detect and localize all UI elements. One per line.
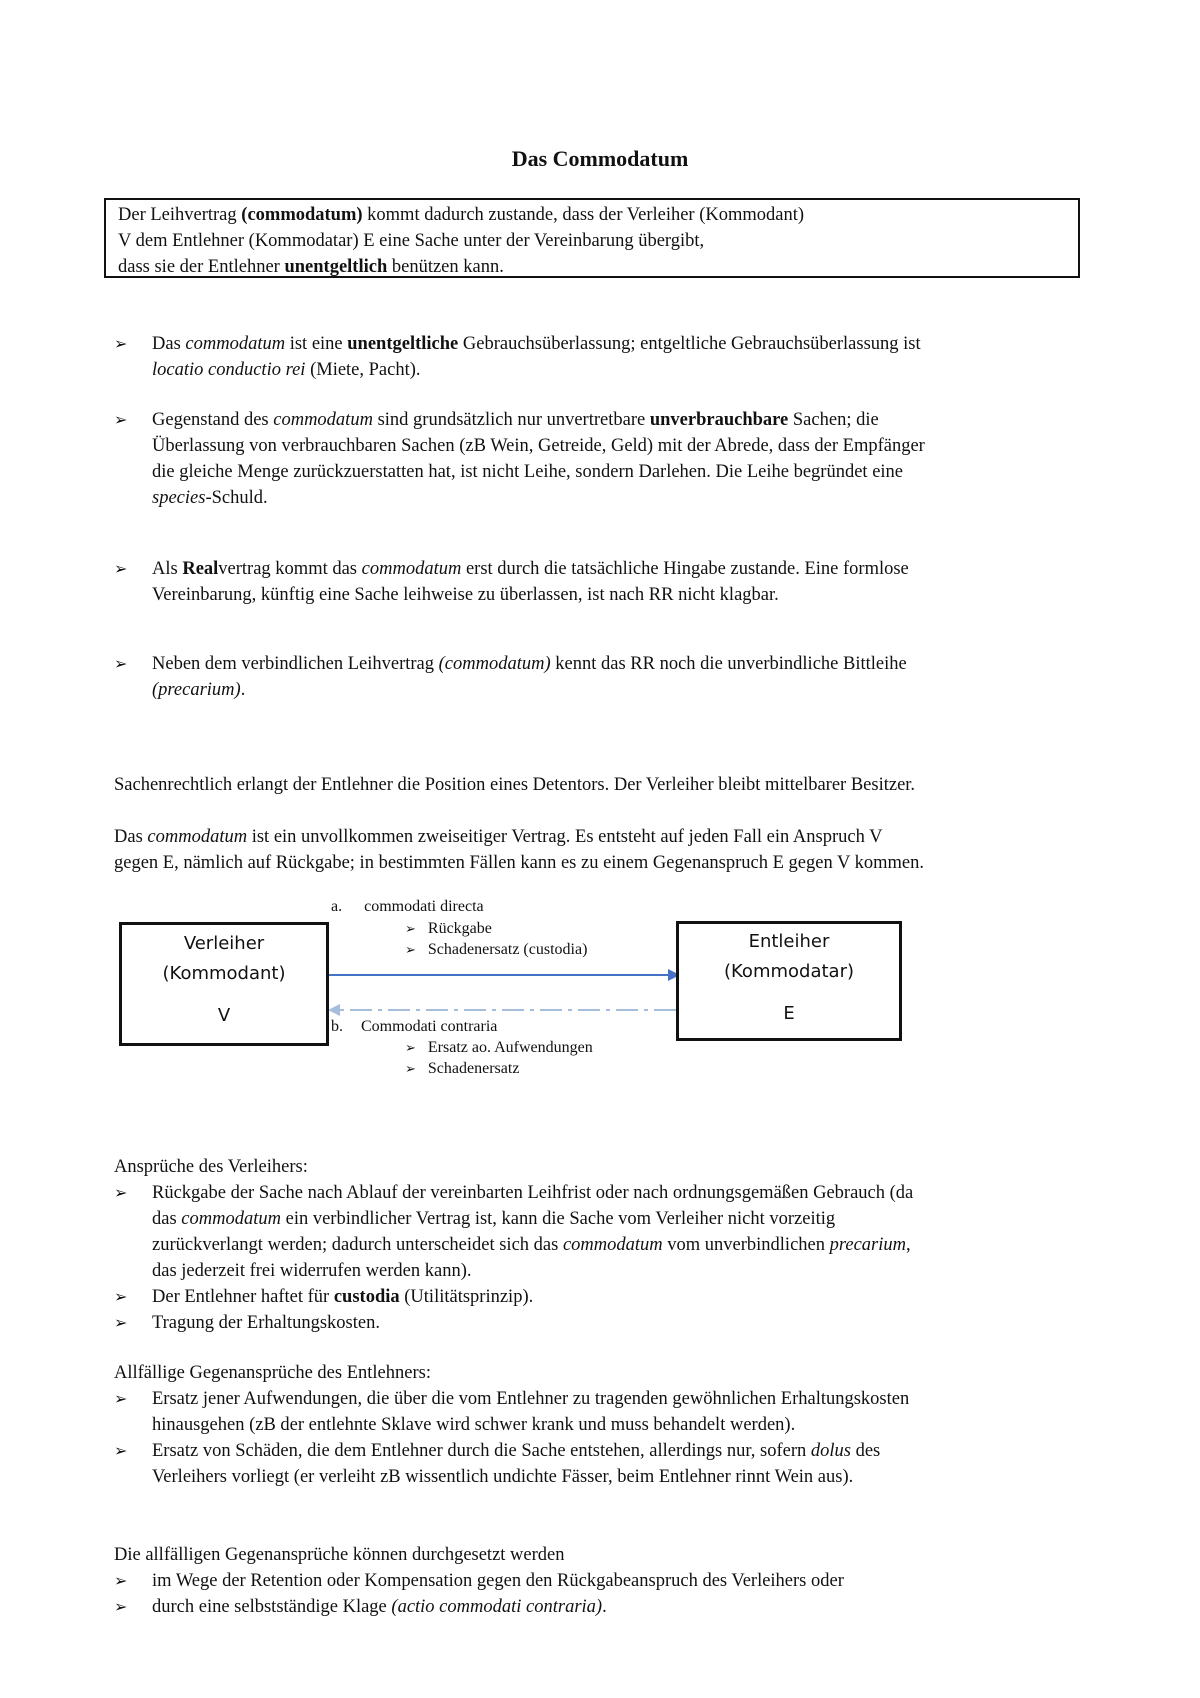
- arrow-bullet-icon: ➢: [114, 1287, 128, 1306]
- contrary-claim-item: ➢ Ersatz ao. Aufwendungen: [405, 1039, 593, 1056]
- arrow-bullet-icon: ➢: [114, 1571, 128, 1590]
- arrow-bullet-icon: ➢: [114, 1389, 128, 1408]
- arrow-bullet-icon: ➢: [405, 922, 416, 937]
- section-heading-enforcement: Die allfälligen Gegenansprüche können durchgesetzt werden: [114, 1545, 565, 1565]
- definition-line-2: V dem Entlehner (Kommodatar) E eine Sache unter der Vereinbarung übergibt,: [118, 231, 705, 251]
- arrow-bullet-icon: ➢: [405, 943, 416, 958]
- contrary-claims-label: b. Commodati contraria: [331, 1018, 498, 1035]
- list-item: ➢ Neben dem verbindlichen Leihvertrag (commodatum) kennt das RR noch die unverbindliche Bittleihe (precarium).: [114, 651, 1094, 703]
- definition-box: [104, 198, 1080, 278]
- arrow-bullet-icon: ➢: [114, 559, 128, 578]
- direct-claim-item: ➢ Schadenersatz (custodia): [405, 941, 588, 958]
- arrow-bullet-icon: ➢: [114, 1441, 128, 1460]
- list-item: ➢ Ersatz von Schäden, die dem Entlehner durch die Sache entstehen, allerdings nur, sofern dolus des Verleihers vorliegt (er verleiht zB wissentlich undichte Fässer, beim Entlehner rinnt Wein aus).: [114, 1438, 1094, 1490]
- arrow-bullet-icon: ➢: [114, 1597, 128, 1616]
- direct-claim-item: ➢ Rückgabe: [405, 920, 492, 937]
- arrow-bullet-icon: ➢: [405, 1041, 416, 1056]
- direct-claims-label: a. commodati directa: [331, 898, 484, 915]
- arrow-bullet-icon: ➢: [114, 1313, 128, 1332]
- arrow-bullet-icon: ➢: [114, 654, 128, 673]
- contrary-claim-item: ➢ Schadenersatz: [405, 1060, 520, 1077]
- list-item: ➢ Gegenstand des commodatum sind grundsätzlich nur unvertretbare unverbrauchbare Sachen; die Überlassung von verbrauchbaren Sachen (zB Wein, Getreide, Geld) mit der Abrede, dass der Empfänger die gleiche Menge zurückzuerstatten hat, ist nicht Leihe, sondern Darlehen. Die Leihe begründet eine species-Schuld.: [114, 407, 1094, 511]
- arrow-bullet-icon: ➢: [114, 334, 128, 353]
- list-item: ➢ im Wege der Retention oder Kompensation gegen den Rückgabeanspruch des Verleihers oder: [114, 1568, 1094, 1594]
- arrow-bullet-icon: ➢: [114, 1183, 128, 1202]
- borrower-box: Entleiher (Kommodatar) E: [676, 921, 902, 1041]
- page-title: Das Commodatum: [511, 146, 689, 171]
- list-item: ➢ Ersatz jener Aufwendungen, die über die vom Entlehner zu tragenden gewöhnlichen Erhaltungskosten hinausgehen (zB der entlehnte Sklave wird schwer krank und muss behandelt werden).: [114, 1386, 1094, 1438]
- claims-diagram: [0, 895, 1200, 1085]
- paragraph-contract-type: Das commodatum ist ein unvollkommen zweiseitiger Vertrag. Es entsteht auf jeden Fall ein Anspruch V gegen E, nämlich auf Rückgabe; in bestimmten Fällen kann es zu einem Gegenanspruch E gegen V kommen.: [114, 827, 925, 873]
- contrary-claim-arrowhead: [328, 1004, 340, 1016]
- paragraph-possession: Sachenrechtlich erlangt der Entlehner die Position eines Detentors. Der Verleiher bleibt mittelbarer Besitzer.: [114, 775, 916, 795]
- definition-line-3: dass sie der Entlehner unentgeltlich benützen kann.: [118, 257, 504, 277]
- list-item: ➢ Rückgabe der Sache nach Ablauf der vereinbarten Leihfrist oder nach ordnungsgemäßen Gebrauch (da das commodatum ein verbindlicher Vertrag ist, kann die Sache vom Verleiher nicht vorzeitig zurückverlangt werden; dadurch unterscheidet sich das commodatum vom unverbindlichen precarium, das jederzeit frei widerrufen werden kann).: [114, 1180, 1094, 1284]
- list-item: ➢ Als Realvertrag kommt das commodatum erst durch die tatsächliche Hingabe zustande. Eine formlose Vereinbarung, künftig eine Sache leihweise zu überlassen, ist nach RR nicht klagbar.: [114, 556, 1094, 608]
- list-item: ➢ Das commodatum ist eine unentgeltliche Gebrauchsüberlassung; entgeltliche Gebrauchsüberlassung ist locatio conductio rei (Miete, Pacht).: [114, 331, 1094, 383]
- list-item: ➢ Tragung der Erhaltungskosten.: [114, 1310, 1094, 1336]
- definition-line-1: Der Leihvertrag (commodatum) kommt dadurch zustande, dass der Verleiher (Kommodant): [118, 205, 805, 225]
- list-item: ➢ Der Entlehner haftet für custodia (Utilitätsprinzip).: [114, 1284, 1094, 1310]
- list-item: ➢ durch eine selbstständige Klage (actio commodati contraria).: [114, 1594, 1094, 1620]
- section-heading-borrower: Allfällige Gegenansprüche des Entlehners:: [114, 1363, 431, 1383]
- section-heading-lender: Ansprüche des Verleihers:: [114, 1157, 308, 1177]
- lender-box: Verleiher (Kommodant) V: [119, 922, 329, 1046]
- arrow-bullet-icon: ➢: [405, 1062, 416, 1077]
- arrow-bullet-icon: ➢: [114, 410, 128, 429]
